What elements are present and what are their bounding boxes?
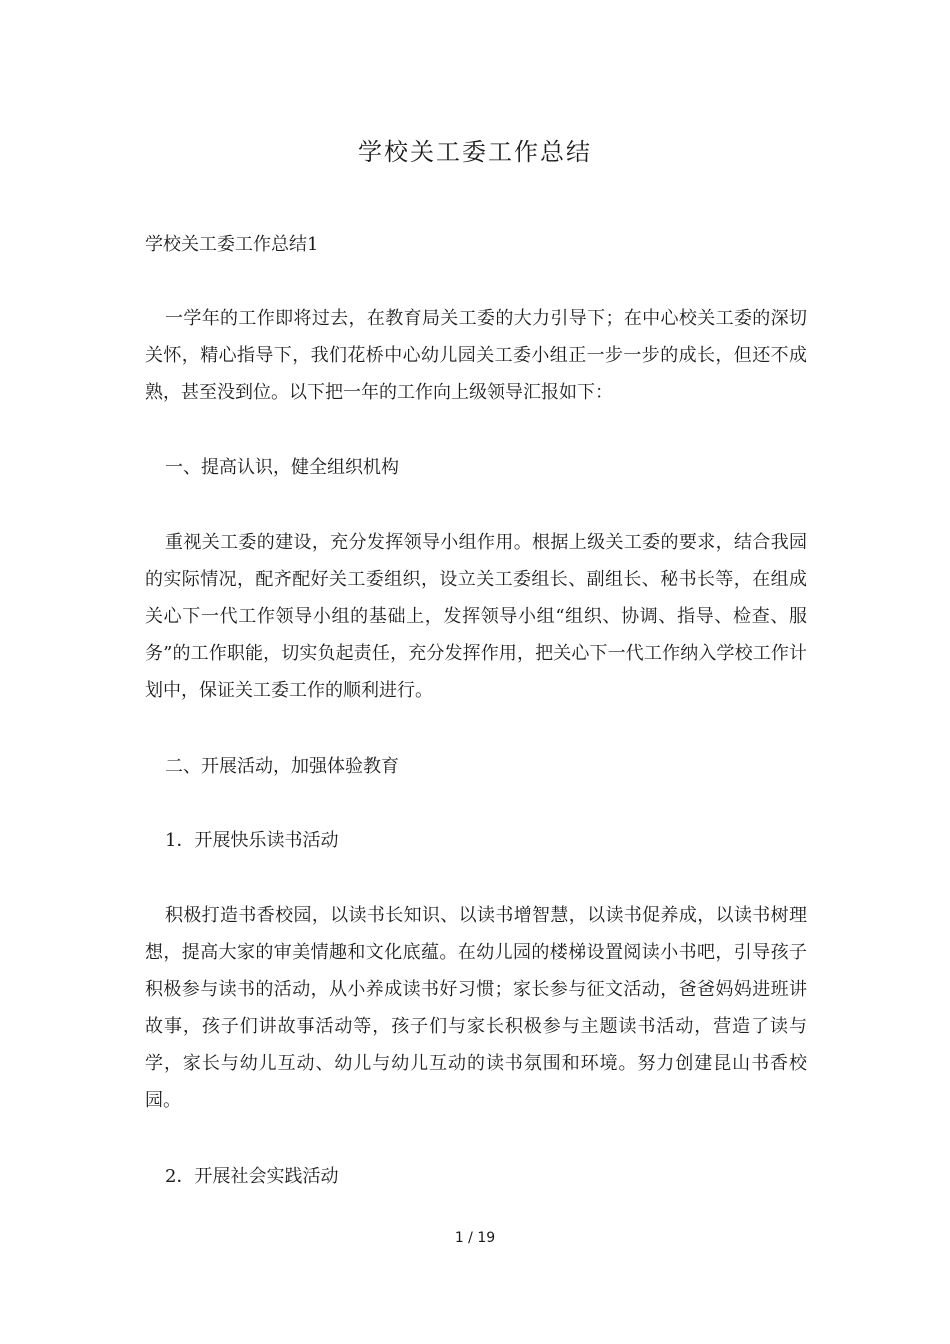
paragraph-intro: 一学年的工作即将过去，在教育局关工委的大力引导下；在中心校关工委的深切关怀，精心指导下，我们花桥中心幼儿园关工委小组正一步一步的成长，但还不成熟，甚至没到位。以下把一年的工作向上级领导汇报如下： [145,308,807,403]
section-heading-2: 二、开展活动，加强体验教育 [165,756,399,777]
document-title: 学校关工委工作总结 [358,138,592,166]
paragraph-organization: 重视关工委的建设，充分发挥领导小组作用。根据上级关工委的要求，结合我园的实际情况，配齐配好关工委组织，设立关工委组长、副组长、秘书长等，在组成关心下一代工作领导小组的基础上，发挥领导小组“组织、协调、指导、检查、服务”的工作职能，切实负起责任，充分发挥作用，把关心下一代工作纳入学校工作计划中，保证关工委工作的顺利进行。 [145,532,807,701]
paragraph-reading: 积极打造书香校园，以读书长知识、以读书增智慧，以读书促养成，以读书树理想，提高大家的审美情趣和文化底蕴。在幼儿园的楼梯设置阅读小书吧，引导孩子积极参与读书的活动，从小养成读书好习惯；家长参与征文活动，爸爸妈妈进班讲故事，孩子们讲故事活动等，孩子们与家长积极参与主题读书活动，营造了读与学，家长与幼儿互动、幼儿与幼儿互动的读书氛围和环境。努力创建昆山书香校园。 [145,905,807,1111]
subsection-heading-practice: 2．开展社会实践活动 [165,1166,339,1187]
subsection-heading-reading: 1．开展快乐读书活动 [165,830,339,851]
section-heading-1: 一、提高认识，健全组织机构 [165,457,399,478]
page-number: 1 / 19 [454,1230,496,1246]
document-subtitle: 学校关工委工作总结1 [145,234,319,255]
